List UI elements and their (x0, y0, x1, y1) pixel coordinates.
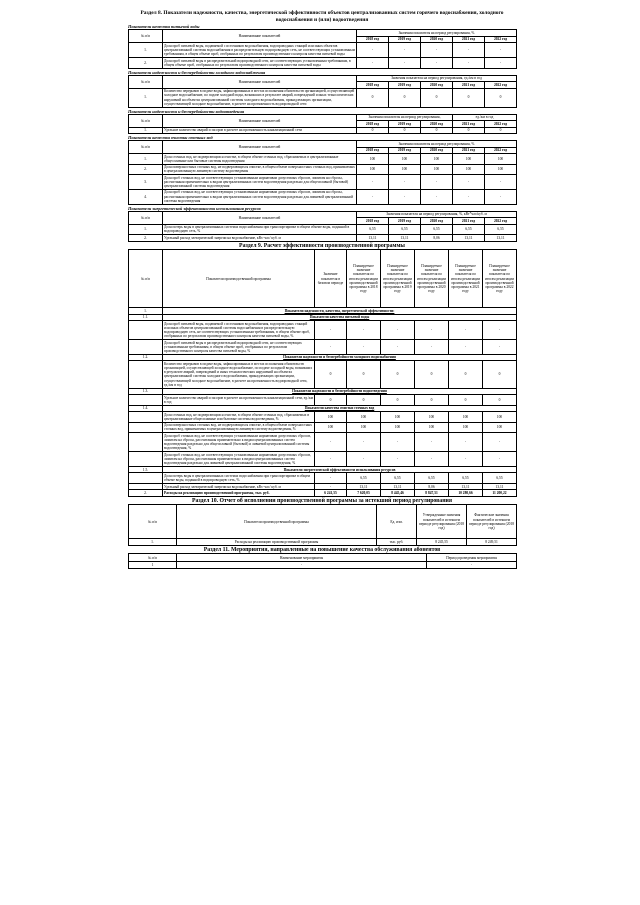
s8-t1-table (128, 29, 517, 68)
s10-header-unit: Ед. изм. (377, 505, 417, 539)
row-value: - (453, 43, 485, 58)
s9-header-2019: Планируемое значение показателя по итогам реализации производственной программы в 2019 году (381, 250, 415, 308)
row-value: - (347, 321, 381, 340)
table-row (129, 473, 517, 484)
row-value: - (315, 483, 347, 489)
row-value: 13,11 (485, 235, 517, 241)
row-number: 1. (129, 539, 177, 545)
s8-t4-header-name: Наименование показателей (163, 141, 357, 154)
row-value: - (415, 340, 449, 355)
s8-t3-header-no: № п/п (129, 114, 163, 127)
row-name: Доля сточных вод, не подвергающихся очистке, в общем объеме сточных вод, сбрасываемых в централизованные общесплавные или бытовые системы водоотведения, % (163, 412, 315, 423)
row-value: - (421, 43, 453, 58)
row-name: Доля проб питьевой воды, подаваемой с источников водоснабжения, водопроводных станций или иных объектов централизованной системы водоснабжения в распределительную водопроводную сеть, не соответствующих установленным требованиям, в общем объеме проб, отобранных по результатам производственного контроля качества питьевой воды (164, 43, 355, 57)
row-value: 8,06 (421, 235, 453, 241)
row-value: 0 (453, 88, 485, 107)
s9-header-2022: Планируемое значение показателя по итогам реализации производственной программы в 2022 году (483, 250, 517, 308)
row-value: 6,55 (389, 224, 421, 235)
row-plan: 8 245,55 (417, 539, 467, 545)
s8-t5-year: 2018 год (357, 218, 389, 224)
row-unit: тыс. руб. (377, 539, 417, 545)
row-value: 100 (347, 412, 381, 423)
row-name: Доля потерь воды в централизованных системах водоснабжения при транспортировке в общем объеме воды, поданной в водопроводную сеть, % (163, 224, 357, 235)
row-value: - (381, 433, 415, 452)
table-row (129, 452, 517, 467)
row-value: 6,55 (485, 224, 517, 235)
row-group-heading: Показатели качества очистки сточных вод (163, 405, 517, 411)
s9-header-2021: Планируемое значение показателя по итогам реализации производственной программы в 2021 году (449, 250, 483, 308)
s8-t1-header-period: Значения показателя на период регулирования, % (357, 30, 517, 36)
row-value: 0 (315, 361, 347, 388)
s8-t1-header-name: Наименование показателей (163, 30, 357, 43)
s8-t2-year: 2019 год (389, 82, 421, 88)
row-value: - (415, 433, 449, 452)
row-value: - (315, 340, 347, 355)
row-value: - (415, 452, 449, 467)
row-number: 1. (129, 127, 163, 133)
row-number: 1.5. (129, 466, 163, 472)
s8-t5-header-no: № п/п (129, 211, 163, 224)
row-number (129, 433, 163, 452)
row-value: 13,11 (347, 483, 381, 489)
row-number (129, 452, 163, 467)
section-11-table (128, 553, 517, 568)
s8-t3-year: 2020 год (421, 121, 453, 127)
row-name: Доля проб сточных вод, не соответствующих установленным нормативам допустимых сбросов, лимитам на сбросы, рассчитанная применительно к видам централизованных систем водоотведения раздельно для общесплавной (бытовой) централизованной системы водоотведения (163, 175, 357, 190)
s11-header-no: № п/п (129, 554, 177, 562)
row-value: - (449, 321, 483, 340)
s8-t2-header-no: № п/п (129, 75, 163, 88)
row-group-heading: Показатели надежности и бесперебойности водоотведения (163, 388, 517, 394)
row-value: 0 (449, 361, 483, 388)
row-number: 2. (129, 164, 163, 175)
s8-t5-year: 2021 год (453, 218, 485, 224)
row-name: Количество перерывов в подаче воды, зафиксированных в местах исполнения обязательств организацией, осуществляющей холодное водоснабжение, по подаче холодной воды, возникших в результате аварий, повреждений и иных технологических нарушений на объектах централизованной системы холодного водоснабжения, принадлежащих организации, осуществляющей холодное водоснабжение, в расчете на протяженность водопроводной сети, ед./км в год (163, 361, 315, 388)
row-value: - (389, 43, 421, 58)
s8-t2-year: 2018 год (357, 82, 389, 88)
s8-t2-year: 2022 год (485, 82, 517, 88)
table-row (129, 395, 517, 406)
row-name: Доля проб сточных вод, не соответствующих установленным нормативам допустимых сбросов, лимитам на сбросы, рассчитанная применительно к видам централизованных систем водоотведения раздельно для ливневой централизованной системы водоотведения, % (163, 452, 315, 467)
table-row (129, 422, 517, 433)
s8-t4-header-period: Значения показателя на период регулирования, % (357, 141, 517, 147)
s10-header-plan: Утвержденные значения показателей в истекшем периоде регулирования (2018 год) (417, 505, 467, 539)
row-value: - (421, 175, 453, 190)
row-name: Доля проб питьевой воды, подаваемой с источников водоснабжения, водопроводных станций или иных объектов централизованной системы водоснабжения в распределительную водопроводную сеть, не соответствующих установленным требованиям, в общем объеме проб, отобранных по результатам производственного контроля качества питьевой воды, % (163, 321, 315, 340)
table-row (129, 153, 517, 164)
s9-header-name: Показатели производственной программы (163, 250, 315, 308)
table-row (129, 562, 517, 568)
row-value: 100 (421, 153, 453, 164)
row-value: - (421, 189, 453, 204)
row-name: Доля поверхностных сточных вод, не подвергающихся очистке, в общем объеме поверхностных сточных вод, принимаемых в централизованную ливневую систему водоотведения, % (163, 422, 315, 433)
table-row (129, 235, 517, 241)
row-value: - (449, 340, 483, 355)
row-value: 0 (485, 127, 517, 133)
row-value: - (389, 57, 421, 68)
row-value: 6,55 (347, 473, 381, 484)
s10-header-no: № п/п (129, 505, 177, 539)
row-number (129, 361, 163, 388)
row-value: 6,55 (483, 473, 517, 484)
row-number: 2. (129, 57, 163, 68)
s8-t5-year: 2020 год (421, 218, 453, 224)
table-row (129, 164, 517, 175)
s8-t2-table (128, 75, 517, 108)
row-value: - (485, 175, 517, 190)
table-row (129, 340, 517, 355)
row-value: 100 (315, 412, 347, 423)
section-8-tables (128, 24, 516, 241)
row-number: 3. (129, 175, 163, 190)
s9-header-2020: Планируемое значение показателя по итогам реализации производственной программы в 2020 году (415, 250, 449, 308)
row-name: Доля проб сточных вод, не соответствующих установленным нормативам допустимых сбросов, лимитам на сбросы, рассчитанная применительно к видам централизованных систем водоотведения раздельно для ливневой централизованной системы водоотведения (163, 189, 357, 204)
row-value: 13,11 (449, 483, 483, 489)
row-number: 1.3. (129, 388, 163, 394)
row-value: - (381, 452, 415, 467)
s8-t4-year: 2018 год (357, 147, 389, 153)
row-value: - (483, 340, 517, 355)
row-value: - (357, 43, 389, 58)
row-value: 6,55 (453, 224, 485, 235)
s8-t1-year: 2021 год (453, 36, 485, 42)
row-number (129, 412, 163, 423)
row-value: 100 (483, 412, 517, 423)
row-value: 100 (357, 153, 389, 164)
row-value: 0 (485, 88, 517, 107)
row-value: 100 (357, 164, 389, 175)
table-row (129, 224, 517, 235)
s8-t4-table (128, 140, 517, 205)
document-page (128, 10, 516, 569)
row-value: 6,55 (381, 473, 415, 484)
row-value: - (357, 189, 389, 204)
row-name: Доля проб питьевой воды в распределительной водопроводной сети, не соответствующих установленным требованиям, в общем объеме проб, отобранных по результатам производственного контроля качества питьевой воды (163, 57, 357, 68)
row-fact: 8 249,51 (467, 539, 517, 545)
s8-t2-header-period: Значения показателя на период регулирования, ед./км в год (357, 75, 517, 81)
row-value: 0 (347, 395, 381, 406)
row-value: 8 445,46 (381, 490, 415, 496)
row-value: 13,11 (453, 235, 485, 241)
row-value: - (453, 175, 485, 190)
row-value: 100 (389, 164, 421, 175)
row-value: 6,55 (415, 473, 449, 484)
section-8-title: Раздел 8. Показатели надежности, качества, энергетической эффективности объектов централизованных систем горячего водоснабжения, холодного водоснабжения и (или) водоотведения (140, 10, 504, 23)
row-value: 100 (449, 412, 483, 423)
s8-t1-year: 2022 год (485, 36, 517, 42)
row-group-heading: Показатели надежности и бесперебойности холодного водоснабжения (163, 354, 517, 360)
row-number: 2. (129, 490, 163, 496)
s8-t2-year: 2020 год (421, 82, 453, 88)
row-number: 1. (129, 88, 163, 107)
s9-header-no: № п/п (129, 250, 163, 308)
row-value: - (315, 452, 347, 467)
table-row (129, 412, 517, 423)
row-value: 6,55 (421, 224, 453, 235)
row-value: - (483, 321, 517, 340)
table-row (129, 361, 517, 388)
row-name: Расходы на реализацию производственной программы (177, 539, 377, 545)
s8-t4-header-no: № п/п (129, 141, 163, 154)
row-number: 1. (129, 224, 163, 235)
row-value: - (347, 433, 381, 452)
row-number (129, 340, 163, 355)
row-name: Удельный расход электрической энергии на водоснабжение, кВт.-час/ куб. м (163, 483, 315, 489)
row-group-heading: Показатели качества питьевой воды (163, 314, 517, 320)
row-name: Доля сточных вод, не подвергающихся очистке, в общем объеме сточных вод, сбрасываемых в централизованные общесплавные или бытовые системы водоотведения (163, 153, 357, 164)
row-value: - (357, 57, 389, 68)
row-value: 100 (381, 412, 415, 423)
table-row (129, 57, 517, 68)
row-value: 100 (485, 164, 517, 175)
s10-header-fact: Фактические значения показателей в истекшем периоде регулирования (2018 год) (467, 505, 517, 539)
s8-t5-header-period: Значения показателя на период регулирования, %, кВт*час/куб. м (357, 211, 517, 217)
s8-t4-subtitle: Показатели качества очистки сточных вод (128, 134, 213, 140)
s11-header-name: Наименование мероприятия (177, 554, 427, 562)
section-9-title: Раздел 9. Расчет эффективности производственной программы (239, 242, 405, 249)
table-row (129, 43, 517, 58)
row-value: 8,06 (415, 483, 449, 489)
row-name: Удельное количество аварий и засоров в расчете на протяженность канализационной сети, ед./км в год (164, 395, 314, 404)
row-value: 0 (415, 361, 449, 388)
row-value: 100 (453, 164, 485, 175)
row-value: 0 (315, 395, 347, 406)
table-row (129, 88, 517, 107)
section-10-title: Раздел 10. Отчет об исполнении производственной программы за истекший период регулирования (191, 497, 453, 504)
s8-t3-header-period: Значения показателя на период регулирования, (357, 114, 453, 120)
row-group-heading: Показатели надежности, качества, энергетической эффективности: (163, 308, 517, 314)
row-number: 1.2. (129, 354, 163, 360)
row-value: - (381, 321, 415, 340)
row-value: 0 (421, 127, 453, 133)
row-name: Количество перерывов в подаче воды, зафиксированных в местах исполнения обязательств организацией, осуществляющей холодное водоснабжение, по подаче холодной воды, возникших в результате аварий, повреждений и иных технологических нарушений на объектах централизованной системы холодного водоснабжения, принадлежащих организации, осуществляющей холодное водоснабжение, в расчете на протяженность водопроводной сети (163, 88, 357, 107)
row-period: - (427, 562, 517, 568)
s8-t5-subtitle: Показатели энергетической эффективности использования ресурсов (128, 205, 261, 211)
row-value: - (453, 189, 485, 204)
s8-t1-year: 2020 год (421, 36, 453, 42)
s8-t3-year: 2022 год (485, 121, 517, 127)
row-value: - (415, 321, 449, 340)
row-number (129, 473, 163, 484)
table-row (129, 433, 517, 452)
row-value: 0 (389, 127, 421, 133)
row-value: 0 (347, 361, 381, 388)
row-value: - (485, 189, 517, 204)
row-number: 2. (129, 235, 163, 241)
row-value: 0 (381, 395, 415, 406)
s8-t3-year: 2021 год (453, 121, 485, 127)
s8-t4-year: 2021 год (453, 147, 485, 153)
s8-t5-header-name: Наименование показателей (163, 211, 357, 224)
row-value: 6,55 (449, 473, 483, 484)
row-number (129, 422, 163, 433)
section-10-table (128, 504, 517, 545)
s8-t5-year: 2022 год (485, 218, 517, 224)
row-value: 10 280,66 (449, 490, 483, 496)
s8-t1-year: 2019 год (389, 36, 421, 42)
row-name: Удельный расход электрической энергии на водоснабжение, кВт.-час/ куб. м (163, 235, 357, 241)
row-number: 1.1. (129, 314, 163, 320)
row-value: - (483, 452, 517, 467)
row-name: Доля проб сточных вод, не соответствующих установленным нормативам допустимых сбросов, лимитам на сбросы, рассчитанная применительно к видам централизованных систем водоотведения раздельно для общесплавной (бытовой) и ливневой централизованной системы водоотведения, % (163, 433, 315, 452)
row-value: 0 (483, 361, 517, 388)
row-value: 0 (389, 88, 421, 107)
row-number (129, 395, 163, 406)
row-value: 0 (449, 395, 483, 406)
row-name: Доля поверхностных сточных вод, не подвергающихся очистке, в общем объеме поверхностных сточных вод, принимаемых в централизованную ливневую систему водоотведения (164, 165, 355, 174)
s8-t5-year: 2019 год (389, 218, 421, 224)
s8-t2-subtitle: Показатели надежности и бесперебойности холодного водоснабжения (128, 69, 266, 75)
table-row (129, 189, 517, 204)
row-value: 100 (483, 422, 517, 433)
table-row (129, 490, 517, 496)
row-value: - (315, 473, 347, 484)
row-number (129, 321, 163, 340)
row-value: 6,55 (357, 224, 389, 235)
row-number: 1.4. (129, 405, 163, 411)
row-value: - (485, 57, 517, 68)
row-value: 100 (415, 422, 449, 433)
row-value: 8 847,51 (415, 490, 449, 496)
s8-t3-header-name: Наименование показателей (163, 114, 357, 127)
row-value: 100 (415, 412, 449, 423)
table-row (129, 539, 517, 545)
row-value: 11 200,22 (483, 490, 517, 496)
row-value: 100 (381, 422, 415, 433)
row-value: - (483, 433, 517, 452)
s8-t2-header-name: Наименование показателей (163, 75, 357, 88)
s8-t5-table (128, 211, 517, 242)
s8-t1-subtitle: Показатели качества питьевой воды (128, 24, 200, 30)
section-9-table (128, 249, 517, 497)
row-value: 13,11 (389, 235, 421, 241)
row-number: 4. (129, 189, 163, 204)
row-group-heading: Показатели энергетической эффективности использования ресурсов (163, 466, 517, 472)
row-value: 0 (381, 361, 415, 388)
row-value: - (485, 43, 517, 58)
row-number: 1 (129, 562, 177, 568)
s8-t4-year: 2022 год (485, 147, 517, 153)
row-value: - (347, 452, 381, 467)
row-value: 0 (357, 88, 389, 107)
row-value: 100 (347, 422, 381, 433)
row-value: - (347, 340, 381, 355)
row-value: 100 (421, 164, 453, 175)
s8-t3-year: 2019 год (389, 121, 421, 127)
row-value: 0 (415, 395, 449, 406)
row-value: 0 (357, 127, 389, 133)
row-value: - (453, 57, 485, 68)
table-row (129, 321, 517, 340)
s8-t3-year: 2018 год (357, 121, 389, 127)
row-value: 0 (483, 395, 517, 406)
section-11-title: Раздел 11. Мероприятия, направленные на повышение качества обслуживания абонентов (203, 546, 441, 553)
row-number: 1. (129, 43, 163, 58)
row-value: - (421, 57, 453, 68)
row-value: - (315, 433, 347, 452)
table-row (129, 127, 517, 133)
row-value: - (389, 189, 421, 204)
row-name: Удельное количество аварий и засоров в расчете на протяженность канализационной сети (163, 127, 357, 133)
row-name: Расходы на реализацию производственной программы, тыс. руб. (163, 490, 315, 496)
row-name: - (177, 562, 427, 568)
row-value: 100 (449, 422, 483, 433)
row-value: - (449, 452, 483, 467)
row-value: 100 (453, 153, 485, 164)
row-name: Доля проб питьевой воды в распределительной водопроводной сети, не соответствующих установленным требованиям, в общем объеме проб, отобранных по результатам производственного контроля качества питьевой воды, % (163, 340, 315, 355)
row-value: 0 (453, 127, 485, 133)
s8-t4-year: 2019 год (389, 147, 421, 153)
row-number: 1. (129, 153, 163, 164)
table-row (129, 175, 517, 190)
s10-header-name: Показатели производственной программы (177, 505, 377, 539)
row-value: 100 (485, 153, 517, 164)
row-value: - (381, 340, 415, 355)
s11-header-period: Период проведения мероприятия (427, 554, 517, 562)
s8-t2-year: 2021 год (453, 82, 485, 88)
row-value: 13,11 (483, 483, 517, 489)
row-value: 100 (389, 153, 421, 164)
row-value: - (357, 175, 389, 190)
s8-t3-table (128, 114, 517, 134)
row-value: 100 (315, 422, 347, 433)
row-name: Доля потерь воды в централизованных системах водоснабжения при транспортировке в общем объеме воды, поданной в водопроводную сеть, % (163, 473, 315, 484)
row-value: 6 241,55 (315, 490, 347, 496)
s9-header-2018: Планируемое значение показателя по итогам реализации производственной программы в 2018 году (347, 250, 381, 308)
row-value: - (449, 433, 483, 452)
s8-t3-subtitle: Показатели надежности и бесперебойности водоотведения (128, 108, 245, 114)
row-value: - (315, 321, 347, 340)
s8-t4-year: 2020 год (421, 147, 453, 153)
row-value: 0 (421, 88, 453, 107)
s8-t3-header-unit: ед./км в год (453, 114, 517, 120)
s9-header-base: Значение показателя в базовом периоде (315, 250, 347, 308)
row-value: - (389, 175, 421, 190)
s8-t1-header-no: № п/п (129, 30, 163, 43)
row-value: 7 620,05 (347, 490, 381, 496)
row-value: 13,11 (357, 235, 389, 241)
row-value: 13,11 (381, 483, 415, 489)
row-number: 1. (129, 308, 163, 314)
s8-t1-year: 2018 год (357, 36, 389, 42)
